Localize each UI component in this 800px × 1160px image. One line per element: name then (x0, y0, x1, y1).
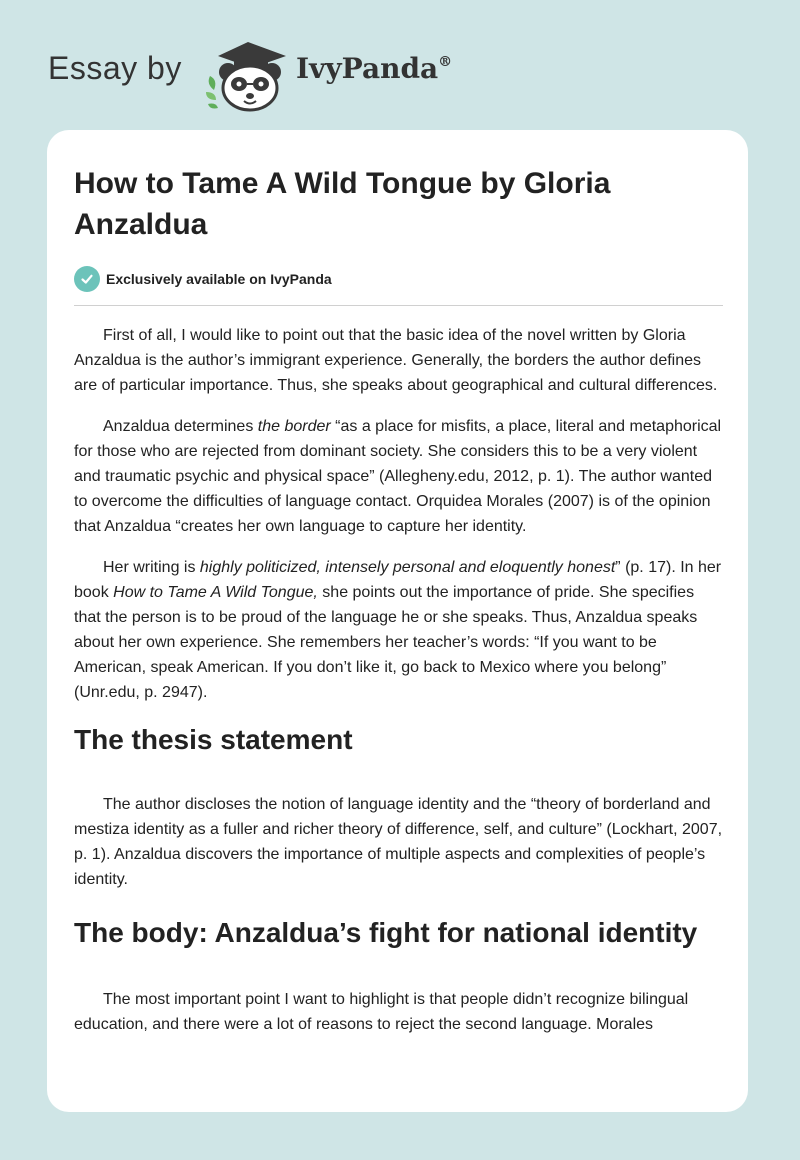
essay-by-label: Essay by (48, 50, 182, 86)
site-header (48, 30, 508, 110)
essay-content (74, 130, 723, 1112)
paragraph-3 (74, 555, 723, 705)
p3-text-a: Her writing is (103, 559, 200, 576)
p3-emphasis-1: highly politicized, intensely personal and eloquently honest (199, 559, 616, 576)
p3-emphasis-2: How to Tame A Wild Tongue, (113, 584, 318, 601)
brand-name[interactable] (296, 52, 452, 85)
p3-text-c: she points out the importance of pride. She specifies that the person is to be proud of the language he or she speaks. Thus, Anzaldua speaks about her own experience. She remembers her teacher’s words: “If you want to be American, speak American. If you don’t like it, go back to Mexico where you belong” (Unr.edu, p. 2947). (74, 584, 698, 701)
registered-mark: ® (438, 54, 453, 70)
exclusive-badge-text: Exclusively available on IvyPanda (106, 271, 332, 287)
ivypanda-logo-icon[interactable] (200, 34, 296, 112)
p2-text-b: “as a place for misfits, a place, literal and metaphorical for those who are rejected from dominant society. She considers this to be a very violent and traumatic psychic and physical space” (Allegheny.edu, 2012, p. 1). The author wanted to overcome the difficulties of language contact. Orquidea Morales (2007) is of the opinion that Anzaldua “creates her own language to capture her identity. (74, 418, 722, 535)
p2-text-a: Anzaldua determines (103, 418, 258, 435)
p2-emphasis: the border (257, 418, 331, 435)
divider (74, 305, 723, 306)
exclusive-badge (74, 265, 723, 293)
brand-text: IvyPanda (296, 52, 439, 85)
p3-text-b: ” (p. 17). In her book (74, 559, 722, 601)
essay-card (47, 130, 748, 1112)
paragraph-5: The most important point I want to highlight is that people didn’t recognize bilingual education, and there were a lot of reasons to reject the second language. Morales (74, 991, 689, 1033)
paragraph-2 (74, 414, 723, 539)
paragraph-4: The author discloses the notion of language identity and the “theory of borderland and mestiza identity as a fuller and richer theory of difference, self, and culture” (Lockhart, 2007, p. 1). Anzaldua discovers the importance of multiple aspects and complexities of people’s identity. (74, 796, 723, 888)
paragraph-1: First of all, I would like to point out that the basic idea of the novel written by Gloria Anzaldua is the author’s immigrant experience. Generally, the borders the author defines are of particular importance. Thus, she speaks about geographical and cultural differences. (74, 327, 718, 394)
essay-title: How to Tame A Wild Tongue by Gloria Anzaldua (74, 167, 611, 241)
heading-body: The body: Anzaldua’s fight for national identity (74, 917, 698, 948)
check-icon (74, 266, 100, 292)
heading-thesis: The thesis statement (74, 724, 353, 755)
